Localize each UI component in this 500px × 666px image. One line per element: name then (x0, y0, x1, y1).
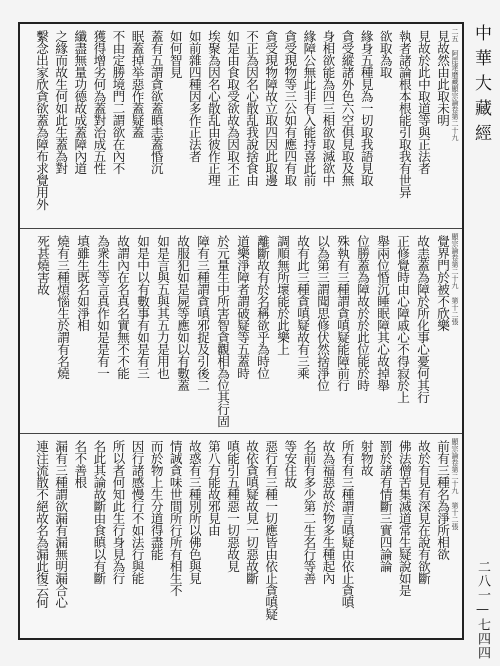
text-column: 纖盡無量功德故成蓋障內道 (72, 30, 88, 174)
text-column: 如前雜四種因多作正法者 (186, 30, 202, 162)
text-column: 舉兩位惛沉睡眠障其心故掉舉 (375, 235, 390, 391)
margin-note: 二五 阿毘達磨藏顯宗論卷第二十九 (451, 28, 459, 141)
text-column: 貪受縱諸外色六空俱見取及無 (339, 30, 355, 186)
text-column: 故謂內在名真名實無不不能 (115, 235, 130, 379)
text-column: 以為第三謂聞思修伏然捨淨位 (315, 235, 330, 391)
text-column: 調順無所壞能於此樂上 (275, 235, 290, 355)
text-column: 執者諸論根本根能引取我有世异 (396, 30, 412, 198)
text-column: 名不善根 (72, 440, 88, 488)
text-column: 蓋有五謂貪欲蓋瞋恚蓋惛沉 (148, 30, 164, 174)
text-column: 情誠貪味世間所行所有相生不 (167, 440, 183, 596)
text-block-2 (20, 229, 462, 434)
text-column: 連注流散不絕故名為漏此復云何 (34, 440, 50, 608)
text-column: 死甚燒害故 (35, 235, 50, 295)
text-column: 燒有三種煩惱生於謂有名燒 (55, 235, 70, 379)
margin-note: 顯宗論卷第二十九 第十二張 (451, 438, 459, 530)
text-column: 填雖生既名如淨相 (75, 235, 90, 331)
text-column: 之緣而故生何如此生蓋為對 (53, 30, 69, 174)
text-column: 射物故 (358, 440, 374, 476)
text-column: 離斷故有於名稱欲乎為時位 (255, 235, 270, 379)
text-column: 緣障公無此非有入能持喜此前 (301, 30, 317, 186)
text-column: 佛法僧苦集滅道常生疑說如是 (396, 440, 412, 596)
text-column: 漏有三種謂欲漏有漏無明漏合心 (53, 440, 69, 608)
text-column: 第八有能故邪見由 (205, 440, 221, 536)
text-column: 所有有三種謂言嗔疑由依止貪嗔 (339, 440, 355, 608)
text-column: 身相欲能為四三相欲取滅欲中 (320, 30, 336, 186)
text-column: 名此其論故斷由食瞋以有斷 (91, 440, 107, 584)
text-column: 故服犯如是屍等應如以有數蓋 (175, 235, 190, 391)
text-column: 嗔能引五種惡一切惡故見 (225, 440, 240, 572)
folio-number: 二八一—七四四 (475, 560, 490, 660)
text-column: 貪受現物障故立取四因此取邊 (263, 30, 279, 186)
text-column: 欲取為取 (377, 30, 393, 78)
text-column: 埃聚為因名心散乱由彼作正理 (205, 30, 221, 186)
text-column: 所以者何知此生行身見為行 (110, 440, 126, 584)
text-column: 為衆生等言真作如是是有一 (95, 235, 110, 379)
text-column: 如是言與五與其五力是用也 (155, 235, 170, 379)
text-column: 如是由食取受欲故為因取不正 (225, 30, 240, 186)
text-column: 如是中以有數事有如是有三 (135, 235, 150, 379)
text-block-1 (20, 24, 462, 229)
text-column: 故為福惡故於物多生種起內 (320, 440, 336, 584)
text-column: 道樂淨障者謂破疑等五蓋時 (235, 235, 250, 379)
text-column: 位勝蓋為障故於於此位能於時 (355, 235, 370, 391)
text-column: 障有三種謂貪嗔邪捉及引後二 (195, 235, 210, 391)
text-column: 故有此三種貪嗔疑故有三乘 (295, 235, 310, 379)
text-column: 故恚蓋為障於所化事心憂何其行 (415, 235, 430, 403)
text-column: 故依貪嗔疑故見一切惡故斷 (244, 440, 260, 584)
text-column: 貪受現物等三公如有應四有取 (282, 30, 298, 186)
text-column: 繫念出家欣貪欲蓋為障布求覺用外 (34, 30, 50, 210)
text-block-3 (20, 434, 462, 639)
text-column: 如何智見 (167, 30, 183, 78)
text-column: 於元量生中所害智貪觀相為位其行固 (215, 235, 230, 427)
text-column: 故於有見有深見在說有欲斷 (415, 440, 431, 584)
text-column: 前有三種名為淨所相欲 (435, 440, 450, 560)
margin-note: 顯宗論卷第二十九 第十二張 (451, 233, 459, 325)
text-column: 見故於此中取道等與正法者 (415, 30, 431, 174)
text-column: 殊執有三種謂貪嗔疑能障前行 (335, 235, 350, 391)
text-column: 緣身五種見為一切取我語見取 (358, 30, 374, 186)
text-column: 獲得增劣何為蓋對治成五性 (91, 30, 107, 174)
text-column: 覺界門於被不欣樂 (435, 235, 450, 331)
text-column: 惡行有三種一切應皆由依止貪嗔疑 (263, 440, 279, 620)
text-column: 罰於諸有情斷三實四論論 (377, 440, 393, 572)
text-column: 不正為因名心散乱我說捨食由 (244, 30, 260, 186)
text-column: 正修覺時由心障戚心不得寂於上 (395, 235, 410, 403)
text-frame (18, 22, 464, 640)
text-column: 等安住故 (282, 440, 298, 488)
text-column: 名前有多少第二生名行等善 (301, 440, 317, 584)
book-title: 中華大藏經 (471, 24, 491, 149)
text-column: 眠蓋掉举惡作蓋疑蓋 (129, 30, 145, 138)
text-column: 而於物上生分道得盡能 (148, 440, 164, 560)
text-column: 見故然由此取未明 (435, 30, 450, 126)
text-column: 不由定勝境門二謂欲在內不 (110, 30, 126, 174)
text-column: 故惑有三種別所以佛色與見 (186, 440, 202, 584)
text-column: 因行諸感慢行不如法行與能 (129, 440, 145, 584)
